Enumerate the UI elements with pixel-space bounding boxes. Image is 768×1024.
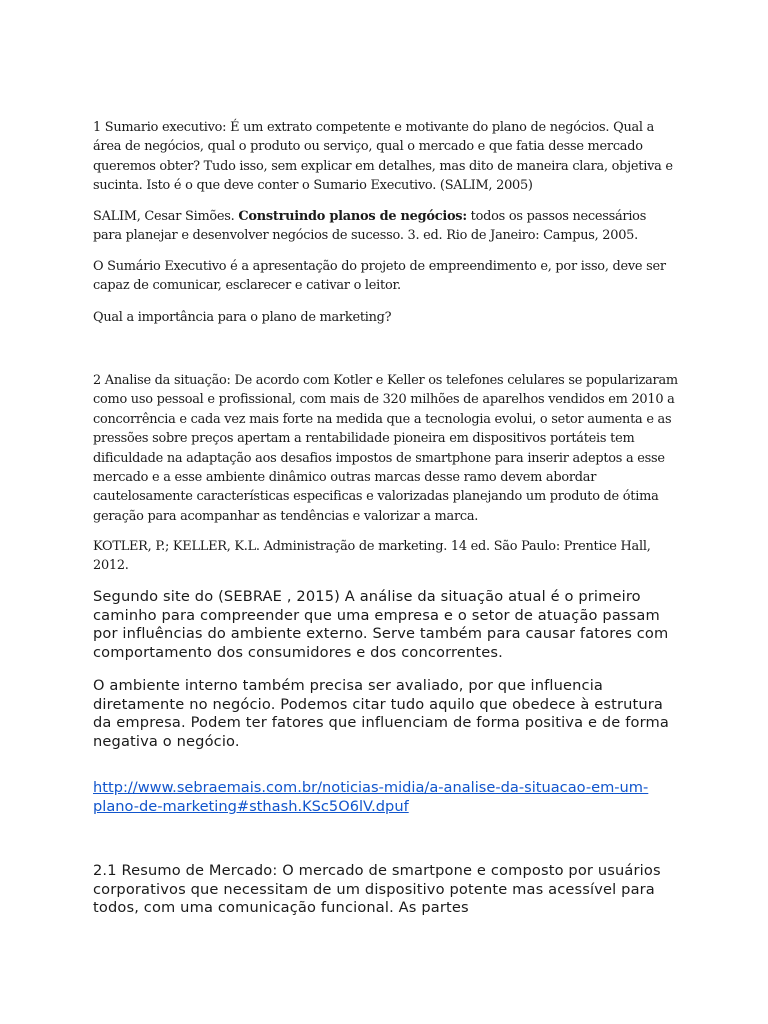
paragraph-sebrae: Segundo site do (SEBRAE , 2015) A análise da situação atual é o primeiro caminho para compreender que uma empresa e o setor de atuação passam por influências do ambiente externo. Serve também para causar fatores com comportamento dos consumidores e dos concorrentes. [93,588,669,661]
reference-salim [93,207,678,246]
paragraph-ambiente-interno: O ambiente interno também precisa ser avaliado, por que influencia diretamente no negócio. Podemos citar tudo aquilo que obedece à estrutura da empresa. Podem ter fatores que influenciam de forma positiva e de forma negativa o negócio. [93,677,669,750]
reference-title: Construindo planos de negócios: [238,209,467,224]
paragraph-sumario-definition: O Sumário Executivo é a apresentação do projeto de empreendimento e, por isso, deve ser capaz de comunicar, esclarecer e cativar o leitor. [93,259,666,294]
paragraph-analise-situacao: 2 Analise da situação: De acordo com Kotler e Keller os telefones celulares se popularizaram como uso pessoal e profissional, com mais de 320 milhões de aparelhos vendidos em 2010 a concorrência e cada vez mais forte na medida que a tecnologia evolui, o setor aumenta e as pressões sobre preços apertam a rentabilidade pioneira em dispositivos portáteis tem dificuldade na adaptação aos desafios impostos de smartphone para inserir adeptos a esse mercado e a esse ambiente dinâmico outras marcas desse ramo devem abordar cautelosamente características especificas e valorizadas planejando um produto de ótima geração para acompanhar as tendências e valorizar a marca. [93,373,678,524]
paragraph-sumario-executivo: 1 Sumario executivo: É um extrato competente e motivante do plano de negócios. Qual a área de negócios, qual o produto ou serviço, qual o mercado e que fatia desse mercado queremos obter? Tudo isso, sem explicar em detalhes, mas dito de maneira clara, objetiva e sucinta. Isto é o que deve conter o Sumario Executivo. (SALIM, 2005) [93,120,673,194]
sebrae-link[interactable]: http://www.sebraemais.com.br/noticias-midia/a-analise-da-situacao-em-um-plano-de-marketing#sthash.KSc5O6lV.dpuf [93,779,649,815]
paragraph-resumo-mercado: 2.1 Resumo de Mercado: O mercado de smartpone e composto por usuários corporativos que necessitam de um dispositivo potente mas acessível para todos, com uma comunicação funcional. As partes [93,862,661,917]
sebrae-link-paragraph [93,779,678,816]
paragraph-question: Qual a importância para o plano de marketing? [93,310,392,325]
reference-kotler: KOTLER, P.; KELLER, K.L. Administração de marketing. 14 ed. São Paulo: Prentice Hall, 2012. [93,539,651,574]
reference-rest: todos os passos necessários para planejar e desenvolver negócios de sucesso. 3. ed. Rio de Janeiro: Campus, 2005. [93,209,647,244]
reference-author: SALIM, Cesar Simões. [93,209,239,224]
